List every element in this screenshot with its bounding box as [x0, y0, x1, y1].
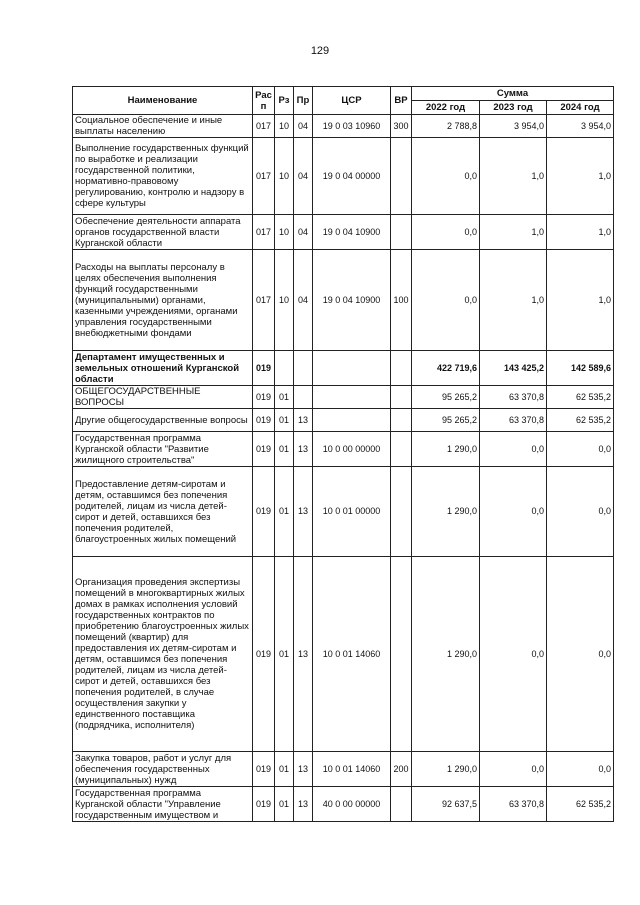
cell-rz: [275, 351, 294, 386]
cell-rz: 10: [275, 138, 294, 215]
cell-2024: 1,0: [547, 250, 614, 351]
cell-vr: [391, 432, 412, 467]
cell-ras: 017: [253, 250, 275, 351]
cell-2023: 0,0: [480, 557, 547, 752]
cell-ras: 017: [253, 115, 275, 138]
cell-name: Государственная программа Курганской области "Управление государственным имуществом и: [73, 787, 253, 822]
cell-2024: 62 535,2: [547, 787, 614, 822]
cell-ras: 019: [253, 386, 275, 409]
cell-csr: [313, 386, 391, 409]
cell-vr: 300: [391, 115, 412, 138]
cell-2022: 95 265,2: [412, 409, 480, 432]
cell-name: Организация проведения экспертизы помещений в многоквартирных жилых домах в рамках исполнения условий государственных контрактов по приобретению благоустроенных жилых помещений (квартир) для предоставления их детям-сиротам и детям, оставшимся без попечения родителей, лицам из числа детей-сирот и детей, оставшихся без попечения родителей, в случае осуществления закупки у единственного поставщика (подрядчика, исполнителя): [73, 557, 253, 752]
table-row: [73, 115, 614, 138]
cell-vr: [391, 138, 412, 215]
cell-rz: 01: [275, 752, 294, 787]
table-row: [73, 787, 614, 822]
table-row: [73, 409, 614, 432]
header-vr: ВР: [391, 87, 412, 115]
cell-2024: 3 954,0: [547, 115, 614, 138]
cell-2022: 422 719,6: [412, 351, 480, 386]
cell-name: Государственная программа Курганской области "Развитие жилищного строительства": [73, 432, 253, 467]
header-sum: Сумма: [412, 87, 614, 101]
cell-rz: 01: [275, 787, 294, 822]
cell-rz: 01: [275, 432, 294, 467]
cell-pr: 04: [294, 215, 313, 250]
cell-ras: 019: [253, 409, 275, 432]
cell-pr: 13: [294, 409, 313, 432]
cell-2024: 0,0: [547, 467, 614, 557]
cell-rz: 01: [275, 409, 294, 432]
cell-2024: 142 589,6: [547, 351, 614, 386]
cell-vr: 200: [391, 752, 412, 787]
cell-2022: 1 290,0: [412, 432, 480, 467]
budget-table: [72, 86, 614, 822]
header-csr: ЦСР: [313, 87, 391, 115]
cell-csr: 10 0 01 14060: [313, 557, 391, 752]
table-row: [73, 557, 614, 752]
cell-name: Выполнение государственных функций по выработке и реализации государственной политики, нормативно-правовому регулированию, контролю и надзору в сфере культуры: [73, 138, 253, 215]
cell-vr: [391, 386, 412, 409]
cell-2022: 0,0: [412, 138, 480, 215]
cell-2022: 92 637,5: [412, 787, 480, 822]
header-year-2022: 2022 год: [412, 101, 480, 115]
cell-csr: 40 0 00 00000: [313, 787, 391, 822]
cell-vr: [391, 787, 412, 822]
cell-vr: [391, 557, 412, 752]
cell-pr: 04: [294, 138, 313, 215]
cell-2024: 62 535,2: [547, 386, 614, 409]
cell-csr: 19 0 04 10900: [313, 250, 391, 351]
cell-2024: 0,0: [547, 557, 614, 752]
cell-pr: 13: [294, 787, 313, 822]
cell-rz: 10: [275, 250, 294, 351]
cell-ras: 019: [253, 557, 275, 752]
cell-name: Закупка товаров, работ и услуг для обеспечения государственных (муниципальных) нужд: [73, 752, 253, 787]
table-row: [73, 138, 614, 215]
cell-csr: 19 0 04 00000: [313, 138, 391, 215]
cell-2022: 0,0: [412, 215, 480, 250]
cell-name: Другие общегосударственные вопросы: [73, 409, 253, 432]
cell-2023: 1,0: [480, 215, 547, 250]
cell-2022: 1 290,0: [412, 752, 480, 787]
cell-2024: 0,0: [547, 752, 614, 787]
cell-ras: 019: [253, 432, 275, 467]
cell-csr: 10 0 01 14060: [313, 752, 391, 787]
table-row: [73, 215, 614, 250]
cell-2023: 63 370,8: [480, 787, 547, 822]
cell-name: Обеспечение деятельности аппарата органов государственной власти Курганской области: [73, 215, 253, 250]
header-ras: Рас п: [253, 87, 275, 115]
cell-2023: 143 425,2: [480, 351, 547, 386]
cell-rz: 01: [275, 557, 294, 752]
cell-ras: 019: [253, 467, 275, 557]
cell-2023: 1,0: [480, 138, 547, 215]
table-row: [73, 467, 614, 557]
cell-vr: [391, 409, 412, 432]
cell-csr: 19 0 04 10900: [313, 215, 391, 250]
cell-csr: [313, 409, 391, 432]
table-row: [73, 432, 614, 467]
cell-pr: 13: [294, 752, 313, 787]
cell-2023: 0,0: [480, 467, 547, 557]
cell-pr: 13: [294, 467, 313, 557]
cell-vr: 100: [391, 250, 412, 351]
cell-2024: 1,0: [547, 138, 614, 215]
cell-csr: 10 0 01 00000: [313, 467, 391, 557]
cell-2023: 0,0: [480, 432, 547, 467]
cell-2022: 1 290,0: [412, 467, 480, 557]
cell-csr: 10 0 00 00000: [313, 432, 391, 467]
header-year-2023: 2023 год: [480, 101, 547, 115]
cell-csr: 19 0 03 10960: [313, 115, 391, 138]
page-number: 129: [310, 45, 330, 57]
cell-name: Предоставление детям-сиротам и детям, оставшимся без попечения родителей, лицам из числа детей-сирот и детей, оставшихся без попечения родителей, благоустроенных жилых помещений: [73, 467, 253, 557]
cell-pr: [294, 351, 313, 386]
cell-pr: 13: [294, 432, 313, 467]
cell-name: Социальное обеспечение и иные выплаты населению: [73, 115, 253, 138]
cell-name: ОБЩЕГОСУДАРСТВЕННЫЕ ВОПРОСЫ: [73, 386, 253, 409]
cell-ras: 017: [253, 138, 275, 215]
cell-vr: [391, 467, 412, 557]
header-pr: Пр: [294, 87, 313, 115]
cell-csr: [313, 351, 391, 386]
cell-2023: 1,0: [480, 250, 547, 351]
cell-ras: 019: [253, 752, 275, 787]
table-row: [73, 752, 614, 787]
header-name: Наименование: [73, 87, 253, 115]
cell-vr: [391, 351, 412, 386]
table-row: [73, 250, 614, 351]
cell-name: Расходы на выплаты персоналу в целях обеспечения выполнения функций государственными (муниципальными) органами, казенными учреждениями, органами управления государственными внебюджетными фондами: [73, 250, 253, 351]
cell-pr: 04: [294, 250, 313, 351]
cell-2024: 62 535,2: [547, 409, 614, 432]
cell-2022: 0,0: [412, 250, 480, 351]
cell-vr: [391, 215, 412, 250]
cell-rz: 01: [275, 467, 294, 557]
cell-rz: 10: [275, 215, 294, 250]
cell-2024: 1,0: [547, 215, 614, 250]
cell-2022: 95 265,2: [412, 386, 480, 409]
header-rz: Рз: [275, 87, 294, 115]
header-year-2024: 2024 год: [547, 101, 614, 115]
cell-2022: 1 290,0: [412, 557, 480, 752]
cell-2022: 2 788,8: [412, 115, 480, 138]
cell-rz: 01: [275, 386, 294, 409]
cell-ras: 019: [253, 787, 275, 822]
table-row: [73, 386, 614, 409]
cell-rz: 10: [275, 115, 294, 138]
cell-pr: 13: [294, 557, 313, 752]
cell-2024: 0,0: [547, 432, 614, 467]
table-row: [73, 351, 614, 386]
cell-name: Департамент имущественных и земельных отношений Курганской области: [73, 351, 253, 386]
cell-ras: 017: [253, 215, 275, 250]
cell-ras: 019: [253, 351, 275, 386]
cell-2023: 3 954,0: [480, 115, 547, 138]
cell-pr: [294, 386, 313, 409]
cell-2023: 63 370,8: [480, 386, 547, 409]
cell-2023: 0,0: [480, 752, 547, 787]
cell-2023: 63 370,8: [480, 409, 547, 432]
cell-pr: 04: [294, 115, 313, 138]
